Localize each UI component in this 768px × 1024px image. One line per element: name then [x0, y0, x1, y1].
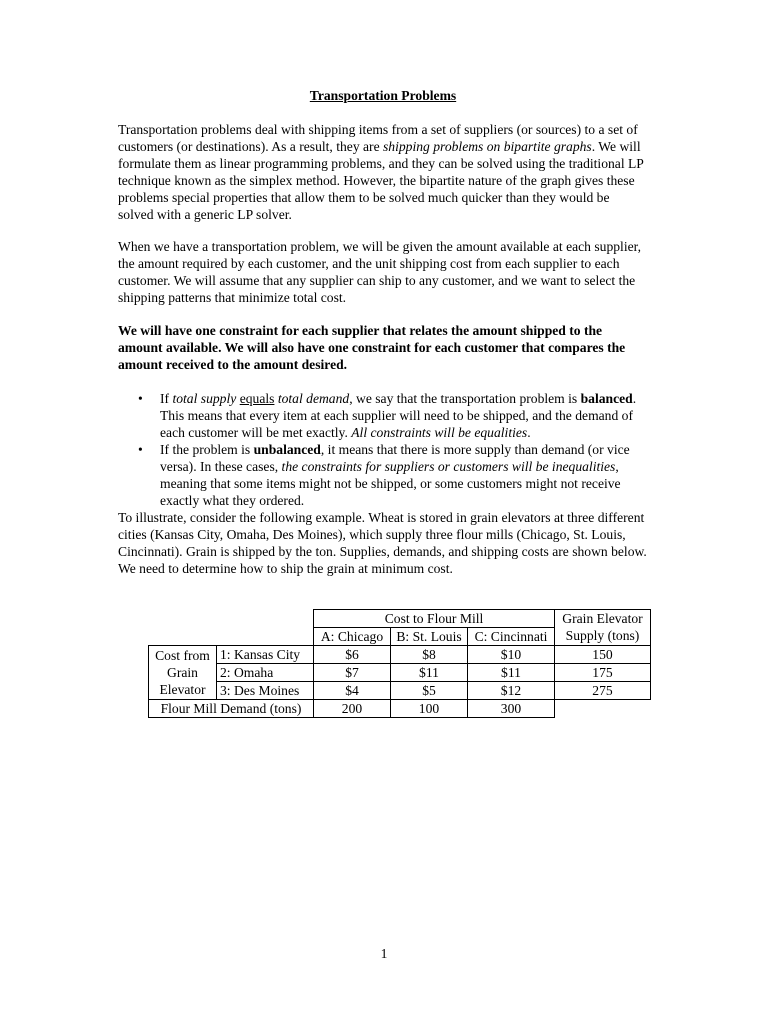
- empty-corner-cell: [149, 628, 314, 646]
- cost-cell: $8: [391, 646, 468, 664]
- emphasis-text: total demand: [277, 391, 350, 406]
- bullet-icon: •: [138, 442, 143, 457]
- transportation-table: [148, 609, 651, 718]
- text-run: . This means that every item at each supplier will need to be shipped, and the demand of each customer will be met exactly.: [160, 391, 637, 440]
- emphasis-text: the constraints for suppliers or customers will be inequalities: [281, 459, 616, 474]
- mill-header-cell: C: Cincinnati: [468, 628, 555, 646]
- text-run: If: [160, 391, 173, 406]
- demand-cell: 100: [391, 700, 468, 718]
- cost-header-cell: Cost to Flour Mill: [314, 610, 555, 628]
- text-run: Transportation problems deal with shipping items from a set of suppliers (or sources) to a set of customers (or destinations). As a result, they are: [118, 122, 638, 154]
- bullet-item-unbalanced: [118, 441, 648, 509]
- table-header-row: [149, 610, 651, 628]
- cost-cell: $7: [314, 664, 391, 682]
- bold-term: balanced: [580, 391, 633, 406]
- bullet-item-balanced: [118, 390, 648, 441]
- table-row: [149, 664, 651, 682]
- elevator-name-cell: 2: Omaha: [217, 664, 314, 682]
- elevator-name-cell: 3: Des Moines: [217, 682, 314, 700]
- row-group-label: Cost from Grain Elevator: [149, 646, 217, 700]
- table-row: [149, 646, 651, 664]
- bullet-list: [118, 390, 648, 509]
- given-data-paragraph: When we have a transportation problem, we will be given the amount available at each supplier, the amount required by each customer, and the unit shipping cost from each supplier to each customer. We will assume that any supplier can ship to any customer, and we want to select the shipping patterns that minimize total cost.: [118, 239, 642, 305]
- cost-cell: $11: [468, 664, 555, 682]
- text-run: .: [527, 425, 531, 440]
- page-number: 1: [380, 946, 388, 961]
- cost-cell: $12: [468, 682, 555, 700]
- demand-cell: 300: [468, 700, 555, 718]
- text-run: , we say that the transportation problem is: [349, 391, 581, 406]
- example-paragraph: To illustrate, consider the following example. Wheat is stored in grain elevators at three different cities (Kansas City, Omaha, Des Moines), which supply three flour mills (Chicago, St. Louis, Cincinnati). Grain is shipped by the ton. Supplies, demands, and shipping costs are shown below. We need to determine how to ship the grain at minimum cost.: [118, 510, 647, 576]
- mill-header-cell: B: St. Louis: [391, 628, 468, 646]
- mill-header-cell: A: Chicago: [314, 628, 391, 646]
- cost-cell: $6: [314, 646, 391, 664]
- supply-header-cell: Grain Elevator Supply (tons): [555, 610, 651, 646]
- demand-cell: 200: [314, 700, 391, 718]
- supply-cell: 175: [555, 664, 651, 682]
- text-run: If the problem is: [160, 442, 254, 457]
- demand-label-cell: Flour Mill Demand (tons): [149, 700, 314, 718]
- emphasis-text: All constraints will be equalities: [351, 425, 528, 440]
- cost-cell: $5: [391, 682, 468, 700]
- text-run: , it means that there is more supply than demand (or vice versa). In these cases,: [160, 442, 630, 474]
- cost-cell: $10: [468, 646, 555, 664]
- supply-cell: 275: [555, 682, 651, 700]
- intro-paragraph: [118, 121, 648, 223]
- elevator-name-cell: 1: Kansas City: [217, 646, 314, 664]
- text-run: , meaning that some items might not be shipped, or some customers might not receive exactly what they ordered.: [160, 459, 621, 508]
- cost-cell: $11: [391, 664, 468, 682]
- demand-row: [149, 700, 651, 718]
- empty-cell: [555, 700, 651, 718]
- emphasis-text: total supply: [172, 391, 237, 406]
- cost-cell: $4: [314, 682, 391, 700]
- table-row: [149, 682, 651, 700]
- constraints-paragraph: We will have one constraint for each supplier that relates the amount shipped to the amount available. We will also have one constraint for each customer that compares the amount received to the amount desired.: [118, 323, 626, 372]
- page-title: Transportation Problems: [309, 88, 457, 103]
- supply-cell: 150: [555, 646, 651, 664]
- bold-term: unbalanced: [253, 442, 321, 457]
- bullet-icon: •: [138, 391, 143, 406]
- text-run: . We will formulate them as linear programming problems, and they can be solved using the traditional LP technique known as the simplex method. However, the bipartite nature of the graph gives these problems special properties that allow them to be solved much quicker than they would be solved with a generic LP solver.: [118, 139, 644, 222]
- empty-corner-cell: [149, 610, 314, 628]
- underlined-text: equals: [239, 391, 275, 406]
- emphasis-text: shipping problems on bipartite graphs: [383, 139, 592, 154]
